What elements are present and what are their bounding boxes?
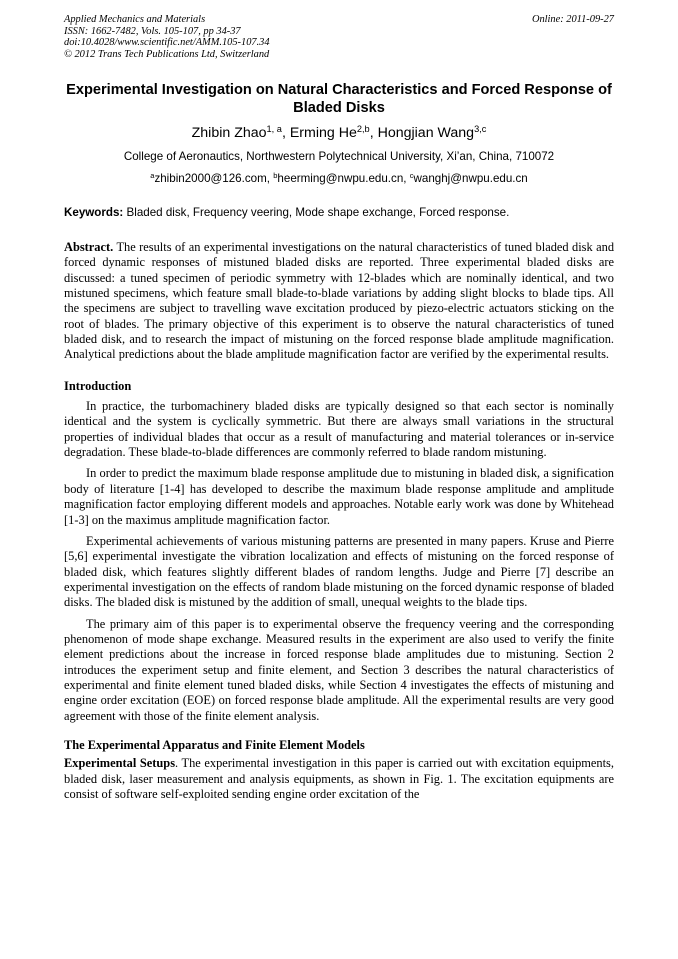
paper-body [64, 240, 614, 802]
journal-name: Applied Mechanics and Materials [64, 14, 206, 25]
email-address[interactable]: wanghj@nwpu.edu.cn [413, 172, 528, 185]
author-affil-mark: 1, a [266, 123, 282, 134]
paragraph-text: . The experimental investigation in this paper is carried out with excitation equipments, bladed disk, laser measurement and analysis equipments, as shown in Fig. 1. The excitation equipments are consist of software self-exploited sending engine order excitation of the [64, 756, 614, 801]
paragraph [64, 756, 614, 802]
email-mark: c [409, 170, 414, 180]
email-mark: b [273, 170, 278, 180]
keywords [64, 206, 614, 220]
paper-title: Experimental Investigation on Natural Characteristics and Forced Response of Bladed Disks [66, 82, 612, 116]
doi-line: doi:10.4028/www.scientific.net/AMM.105-107.34 [64, 37, 270, 49]
email-list [64, 172, 614, 186]
keywords-text: Bladed disk, Frequency veering, Mode shape exchange, Forced response. [126, 206, 510, 219]
author-list [64, 124, 614, 142]
author-name: Hongjian Wang [377, 125, 475, 141]
affiliation: College of Aeronautics, Northwestern Polytechnical University, Xi’an, China, 710072 [123, 150, 555, 163]
author-separator: , [369, 125, 378, 141]
abstract [64, 240, 614, 363]
paragraph: In order to predict the maximum blade response amplitude due to mistuning in bladed disk, a signification body of literature [1-4] has developed to describe the maximum blade response amplitude and amplitude magnification factor employing different models and approaches. Notable early work was done by Whitehead [1-3] on the maximus amplitude magnification factor. [64, 466, 614, 527]
email-separator: , [266, 172, 274, 185]
online-date: Online: 2011-09-27 [531, 14, 614, 25]
issn-line: ISSN: 1662-7482, Vols. 105-107, pp 34-37 [64, 25, 241, 37]
author-separator: , [281, 125, 290, 141]
journal-header [64, 14, 270, 60]
keywords-label: Keywords: [64, 206, 124, 219]
section-heading-apparatus: The Experimental Apparatus and Finite Element Models [64, 737, 365, 752]
email-mark: a [150, 170, 155, 180]
author-name: Erming He [289, 125, 357, 141]
section-heading-introduction: Introduction [64, 378, 132, 393]
abstract-label: Abstract. [64, 240, 114, 254]
paragraph: Experimental achievements of various mistuning patterns are presented in many papers. Kruse and Pierre [5,6] experimental investigate the vibration localization and effects of mistuning on the forced response of bladed disk, which features slightly different blades of random lengths. Judge and Pierre [7] describe an experimental investigation on the effects of random blade mistuning on the forced dynamic response of bladed disks. The bladed disk is mistuned by the addition of small, unequal weights to the blade tips. [64, 533, 614, 610]
abstract-text: The results of an experimental investigations on the natural characteristics of tuned bladed disk and forced dynamic responses of mistuned bladed disks are reported. Three experimental bladed disks are discussed: a tuned specimen of periodic symmetry with 12-blades which are nominally identical, and two mistuned specimens, which feature small blade-to-blade variations by adding slight blocks to blade tips. All the specimens are subject to travelling wave excitation produced by piezo-electric actuators sticking on the root of blades. The primary objective of this experiment is to observe the natural characteristics of tuned bladed disk, and to research the impact of mistuning on the forced response blade amplitude magnification. Analytical predictions about the blade amplitude magnification factor are verified by the experimental results. [64, 240, 615, 362]
runin-heading: Experimental Setups [64, 756, 176, 771]
copyright-line: © 2012 Trans Tech Publications Ltd, Switzerland [64, 48, 270, 60]
email-address[interactable]: zhibin2000@126.com [154, 172, 267, 185]
paragraph: The primary aim of this paper is to experimental observe the frequency veering and the corresponding phenomenon of mode shape exchange. Measured results in the experiment are also used to verify the finite element predictions about the increase in forced response blade amplitudes due to mistuning. Section 2 introduces the experiment setup and finite element, and Section 3 describes the natural characteristics of experimental and finite element tuned bladed disks, while Section 4 investigates the effects of mistuning and engine order excitation (EOE) on forced response blade amplitude. All the experimental results are very good agreement with those of the finite element analysis. [64, 616, 614, 723]
author-name: Zhibin Zhao [191, 125, 267, 141]
paragraph: In practice, the turbomachinery bladed disks are typically designed so that each sector is nominally identical and the system is cyclically symmetric. But there are always small variations in the structural properties of individual blades that occur as a result of manufacturing and material tolerances or in-service degradation. These blade-to-blade differences are commonly referred to blade random mistuning. [64, 399, 614, 460]
email-address[interactable]: heerming@nwpu.edu.cn [277, 172, 404, 185]
author-affil-mark: 2,b [356, 123, 370, 134]
email-separator: , [403, 172, 410, 185]
author-affil-mark: 3,c [474, 123, 487, 134]
